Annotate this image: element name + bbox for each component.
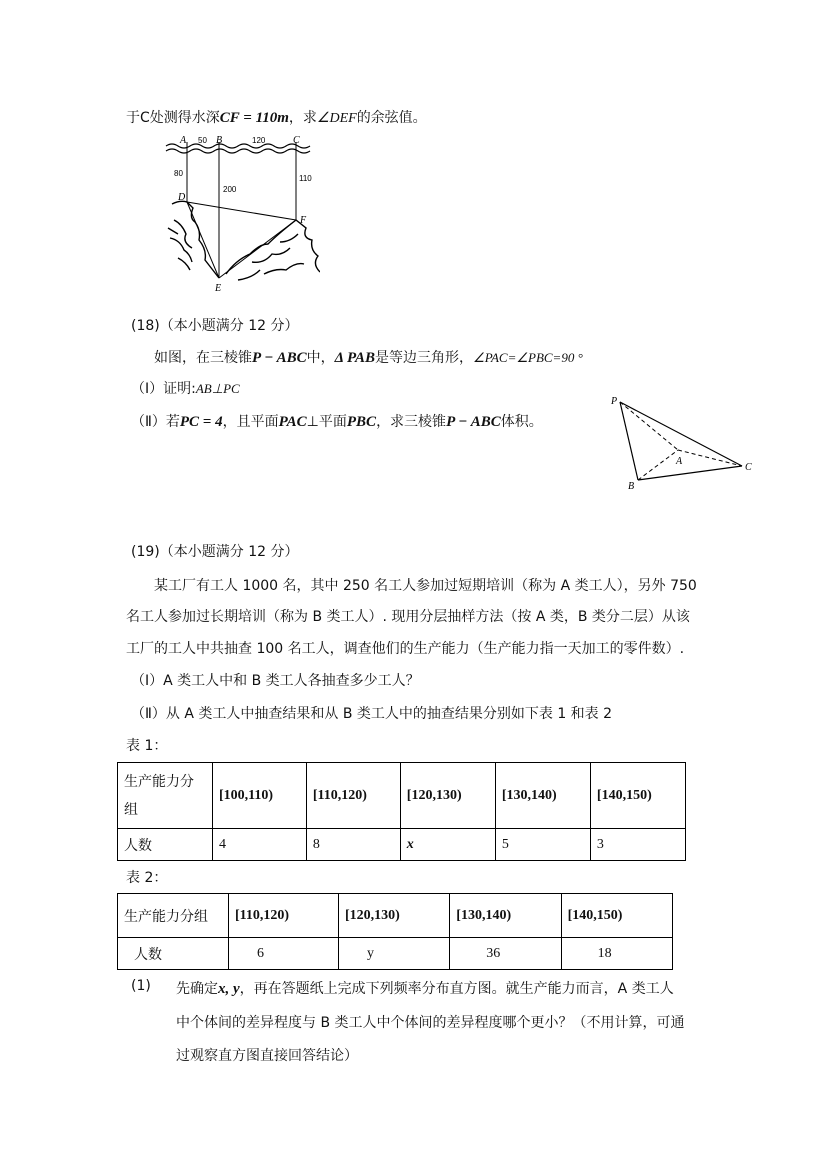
formula-triangle-pab: Δ PAB (334, 350, 376, 366)
angle-def: ∠DEF (316, 111, 357, 126)
formula-plane-pac: PAC (278, 414, 307, 430)
table-cell: [120,130) (400, 763, 495, 829)
table-row (118, 829, 686, 861)
label-p: P (611, 396, 618, 407)
formula-x-y: x, y (218, 981, 240, 997)
label-d: D (178, 192, 186, 203)
q18-intro (154, 347, 583, 367)
label-bc: 120 (252, 136, 266, 145)
sub1-line3: 过观察直方图直接回答结论） (176, 1048, 358, 1064)
formula-ab-perp-pc: AB⊥PC (195, 381, 240, 396)
edge-ac (678, 450, 742, 466)
intro-text: 于C处测得水深 (126, 110, 220, 126)
sub1-post: ，再在答题纸上完成下列频率分布直方图。就生产能力而言，A 类工人 (239, 981, 674, 997)
label-b: B (216, 135, 223, 146)
table-cell: 人数 (118, 829, 213, 861)
edge-bc (638, 466, 742, 480)
q19-paragraph-line1: 某工厂有工人 1000 名，其中 250 名工人参加过短期培训（称为 A 类工人），另外 750 (154, 578, 697, 594)
table1-caption: 表 1： (126, 738, 168, 754)
label-c: C (293, 135, 300, 146)
q19-part1: （Ⅰ）A 类工人中和 B 类工人各抽查多少工人？ (131, 673, 420, 689)
table-2 (117, 893, 673, 970)
q18-intro-mid2: 是等边三角形， (375, 350, 474, 366)
river-cross-section-figure (160, 134, 320, 294)
q18-part2-mid2: ⊥平面 (306, 414, 347, 430)
table-cell: 3 (590, 829, 685, 861)
sub1-number: (1) (131, 978, 151, 994)
label-a: A (180, 135, 187, 146)
left-bank-rocks (168, 201, 219, 278)
sub1-line1 (176, 978, 674, 998)
table-cell: 8 (306, 829, 400, 861)
table-cell: 6 (229, 938, 339, 970)
water-surface-line (166, 144, 310, 148)
table-row (118, 938, 673, 970)
sub1-pre: 先确定 (176, 981, 218, 997)
table2-caption: 表 2： (126, 870, 168, 886)
q18-intro-text: 如图，在三棱锥 (154, 350, 252, 366)
sub1-line2: 中个体间的差异程度与 B 类工人中个体间的差异程度哪个更小？（不用计算，可通 (176, 1015, 685, 1031)
table-cell: [120,130) (338, 894, 449, 938)
label-be: 200 (223, 185, 237, 194)
label-f: F (300, 215, 307, 226)
formula-p-abc-2: P − ABC (446, 414, 501, 430)
q18-part1-label: （Ⅰ）证明: (131, 381, 196, 397)
tetrahedron-figure (606, 392, 756, 492)
table-cell: [110,120) (306, 763, 400, 829)
water-surface-line-2 (166, 149, 310, 153)
table-1 (117, 762, 686, 861)
table-cell: [130,140) (450, 894, 561, 938)
formula-pc-4: PC = 4 (179, 414, 223, 430)
q19-heading: (19)（本小题满分 12 分） (131, 544, 299, 560)
table-cell: 人数 (118, 938, 229, 970)
edge-pa (620, 402, 678, 450)
table-cell: [140,150) (590, 763, 685, 829)
q18-heading: (18)（本小题满分 12 分） (131, 318, 299, 334)
intro-text-post: 的余弦值。 (356, 110, 427, 126)
q19-paragraph-line2: 名工人参加过长期培训（称为 B 类工人）. 现用分层抽样方法（按 A 类，B 类分二层）从该 (126, 609, 690, 625)
table-header-cell: 生产能力分组 (118, 894, 229, 938)
table-cell: [110,120) (229, 894, 339, 938)
table-cell: y (338, 938, 449, 970)
formula-cf: CF = 110m (219, 110, 289, 126)
label-b: B (628, 481, 635, 492)
label-a: A (676, 456, 683, 467)
header-line1: 生产能力分 (124, 773, 194, 790)
table-row (118, 763, 686, 829)
q18-part2-label: （Ⅱ）若 (131, 414, 180, 430)
table-cell: 36 (450, 938, 561, 970)
label-cf: 110 (299, 174, 312, 183)
table-cell: 5 (495, 829, 590, 861)
table-header-cell (118, 763, 213, 829)
q18-part2-mid1: ，且平面 (222, 414, 279, 430)
table-cell: [100,110) (213, 763, 307, 829)
label-c: C (745, 462, 752, 473)
q18-part1 (131, 378, 240, 398)
table-cell: [130,140) (495, 763, 590, 829)
table-cell: 4 (213, 829, 307, 861)
table-row (118, 894, 673, 938)
formula-angles: ∠PAC=∠PBC=90 ° (473, 350, 583, 365)
right-bank-rocks (226, 220, 320, 280)
intro-line (126, 107, 427, 127)
label-ad: 80 (174, 169, 183, 178)
q18-intro-mid: 中， (306, 350, 335, 366)
q18-part2-post: 体积。 (500, 414, 543, 430)
segment-df (187, 202, 296, 220)
q18-part2 (131, 411, 543, 431)
label-e: E (215, 283, 222, 294)
q18-part2-mid3: ，求三棱锥 (376, 414, 447, 430)
header-line2: 组 (124, 801, 138, 818)
table-cell: x (400, 829, 495, 861)
edge-pb (620, 402, 638, 480)
q19-paragraph-line3: 工厂的工人中共抽查 100 名工人，调查他们的生产能力（生产能力指一天加工的零件数）. (126, 641, 685, 657)
table-cell: [140,150) (561, 894, 672, 938)
intro-text-mid: ，求 (288, 110, 317, 126)
formula-p-abc: P − ABC (252, 350, 307, 366)
table-cell: 18 (561, 938, 672, 970)
label-ab: 50 (198, 136, 207, 145)
q19-part2: （Ⅱ）从 A 类工人中抽查结果和从 B 类工人中的抽查结果分别如下表 1 和表 2 (131, 706, 613, 722)
formula-plane-pbc: PBC (346, 414, 377, 430)
